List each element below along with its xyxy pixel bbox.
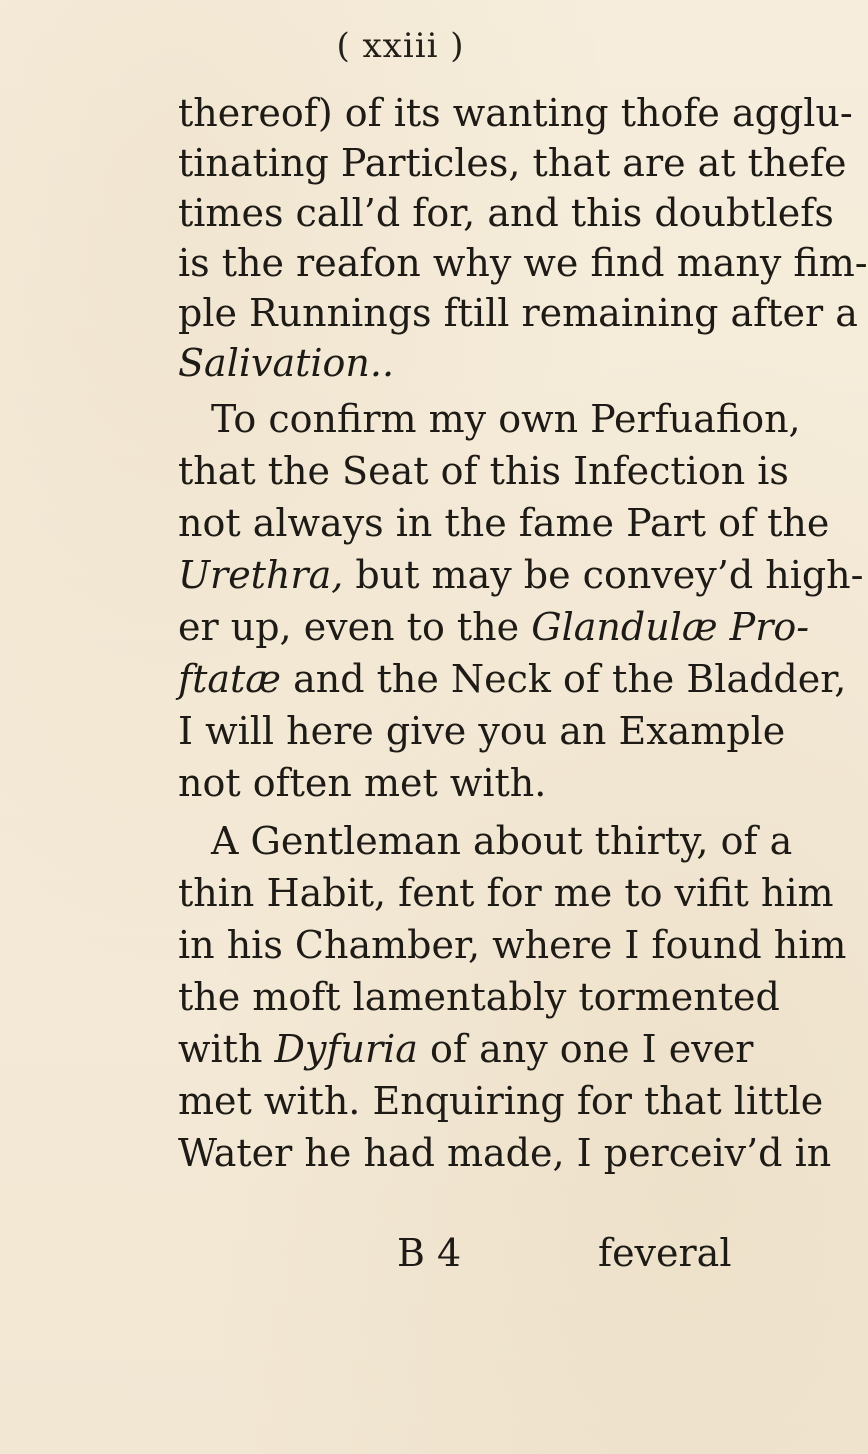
text-span: with — [178, 1027, 275, 1071]
italic-term: Dyfuria — [274, 1027, 418, 1071]
italic-term: Glandulæ Pro- — [531, 605, 810, 649]
text-line: To confirm my own Perfuafion, — [211, 397, 801, 441]
text-span: er up, even to the — [178, 605, 532, 649]
page-footer — [0, 1228, 801, 1278]
text-line — [178, 1024, 753, 1074]
text-line: tinating Particles, that are at thefe — [178, 141, 847, 185]
text-line: not often met with. — [178, 761, 547, 805]
text-line: is the reafon why we find many fim- — [178, 241, 868, 285]
italic-term: Urethra, — [178, 553, 344, 597]
text-line: met with. Enquiring for that little — [178, 1079, 824, 1123]
text-span: and the Neck of the Bladder, — [280, 657, 847, 701]
text-line: thereof) of its wanting thofe agglu- — [178, 91, 853, 135]
text-line: thin Habit, fent for me to vifit him — [178, 871, 834, 915]
text-line: in his Chamber, where I found him — [178, 923, 847, 967]
text-line: I will here give you an Example — [178, 709, 786, 753]
text-line: the moft lamentably tormented — [178, 975, 780, 1019]
signature-mark: B 4 — [397, 1231, 462, 1275]
text-line: Water he had made, I perceiv’d in — [178, 1131, 832, 1175]
text-line: times call’d for, and this doubtlefs — [178, 191, 834, 235]
text-span: of any one I ever — [417, 1027, 754, 1071]
text-line — [178, 654, 846, 704]
text-line — [178, 550, 864, 600]
text-line: ple Runnings ftill remaining after a — [178, 291, 858, 335]
text-line — [178, 602, 809, 652]
text-span: but may be convey’d high- — [343, 553, 864, 597]
text-line: A Gentleman about thirty, of a — [211, 819, 793, 863]
italic-term: ftatæ — [178, 657, 281, 701]
catchword: feveral — [598, 1231, 732, 1275]
page-number-header: ( xxiii ) — [336, 26, 465, 66]
text-line-italic: Salivation.. — [178, 341, 395, 385]
text-line: not always in the fame Part of the — [178, 501, 830, 545]
text-line: that the Seat of this Infection is — [178, 449, 789, 493]
